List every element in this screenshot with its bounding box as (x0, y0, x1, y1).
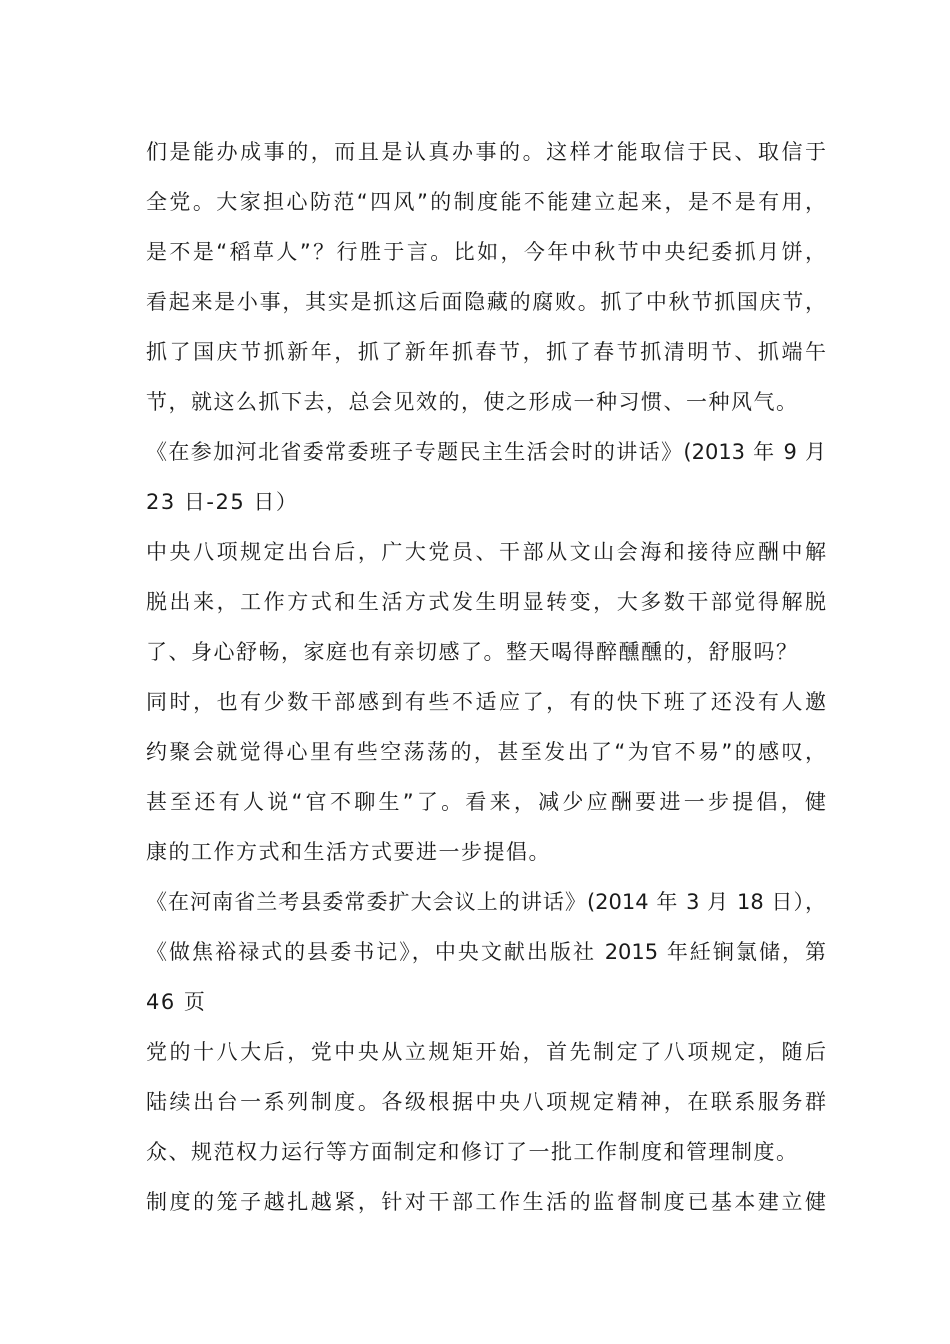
text-line: 众、规范权力运行等方面制定和修订了一批工作制度和管理制度。 (146, 1140, 799, 1164)
paragraph-1 (146, 132, 826, 432)
text-line: 制度的笼子越扎越紧，针对干部工作生活的监督制度已基本建立健 (146, 1190, 826, 1214)
text-line: 同时，也有少数干部感到有些不适应了，有的快下班了还没有人邀 (146, 690, 826, 714)
paragraph-3 (146, 1032, 826, 1232)
text-line: 康的工作方式和生活方式要进一步提倡。 (146, 840, 551, 864)
document-body (146, 132, 826, 1232)
citation-2 (146, 882, 826, 1032)
text-line: 《在河南省兰考县委常委扩大会议上的讲话》(2014 年 3 月 18 日）， (146, 890, 826, 914)
text-line: 全党。大家担心防范“四风”的制度能不能建立起来，是不是有用， (146, 190, 826, 214)
text-line: 陆续出台一系列制度。各级根据中央八项规定精神，在联系服务群 (146, 1090, 826, 1114)
text-line: 中央八项规定出台后，广大党员、干部从文山会海和接待应酬中解 (146, 540, 826, 564)
text-line: 了、身心舒畅，家庭也有亲切感了。整天喝得醉醺醺的，舒服吗？ (146, 640, 799, 664)
text-line: 46 页 (146, 990, 207, 1014)
text-line: 节，就这么抓下去，总会见效的，使之形成一种习惯、一种风气。 (146, 390, 799, 414)
text-line: 抓了国庆节抓新年，抓了新年抓春节，抓了春节抓清明节、抓端午 (146, 340, 826, 364)
text-line: 们是能办成事的，而且是认真办事的。这样才能取信于民、取信于 (146, 140, 826, 164)
text-line: 《做焦裕禄式的县委书记》，中央文献出版社 2015 年紝锏氯储，第 (146, 940, 826, 964)
text-line: 甚至还有人说“官不聊生”了。看来，减少应酬要进一步提倡，健 (146, 790, 826, 814)
text-line: 《在参加河北省委常委班子专题民主生活会时的讲话》(2013 年 9 月 (146, 440, 826, 464)
text-line: 看起来是小事，其实是抓这后面隐藏的腐败。抓了中秋节抓国庆节， (146, 290, 826, 314)
text-line: 是不是“稻草人”？行胜于言。比如，今年中秋节中央纪委抓月饼， (146, 240, 826, 264)
text-line: 脱出来，工作方式和生活方式发生明显转变，大多数干部觉得解脱 (146, 590, 826, 614)
text-line: 党的十八大后，党中央从立规矩开始，首先制定了八项规定，随后 (146, 1040, 826, 1064)
text-line: 23 日-25 日） (146, 490, 299, 514)
text-line: 约聚会就觉得心里有些空荡荡的，甚至发出了“为官不易”的感叹， (146, 740, 826, 764)
paragraph-2 (146, 532, 826, 882)
citation-1 (146, 432, 826, 532)
